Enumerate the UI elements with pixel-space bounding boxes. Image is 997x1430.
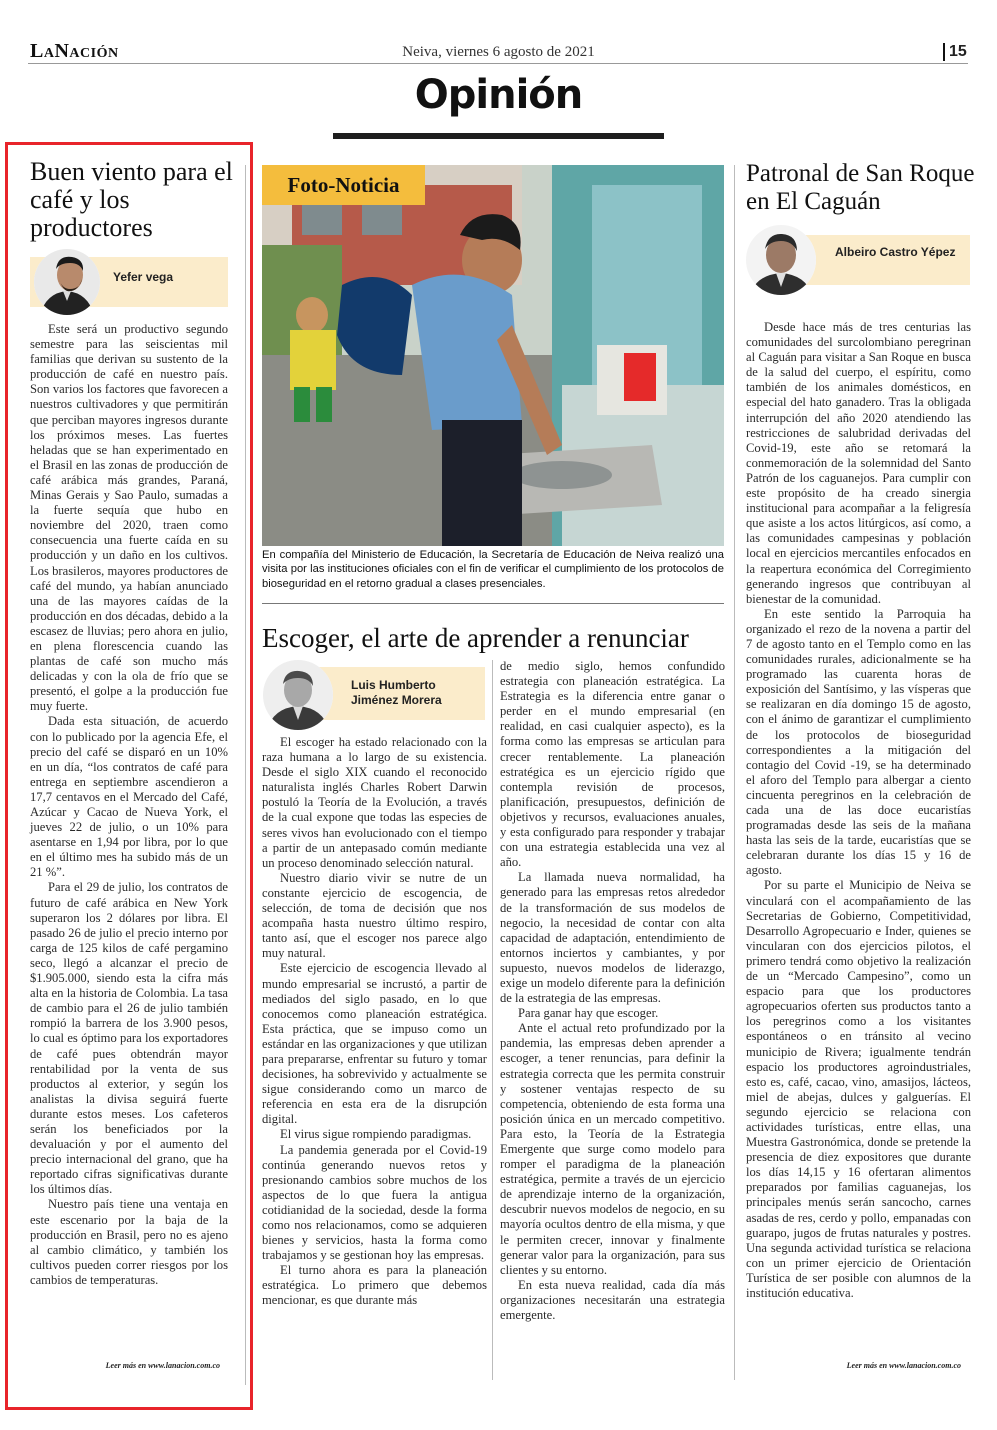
photo-caption: En compañía del Ministerio de Educación, la Secretaría de Educación de Neiva realizó una visita por las instituciones oficiales con el fin de verificar el cumplimiento de los protocolos de bioseguridad en el retorno gradual a clases presenciales. [262, 549, 724, 590]
article2-paragraph: El escoger ha estado relacionado con la raza humana a lo largo de su existencia. Desde el siglo XIX cuando el reconocido naturalista inglés Charles Robert Darwin postuló la Teoría de la Evolución, a través de la cual expone que todas las especies de seres vivos han evolucionado con el tiempo a partir de un antepasado común mediante un proceso denominado selección natural. [262, 735, 487, 870]
article2-author-avatar [263, 660, 333, 730]
article2-paragraph: Ante el actual reto profundizado por la pandemia, las empresas deben aprender a escoger, a tener renuncias, para definir la estrategia correcta que les permita construir y sostener ventajas respecto de su competencia, obteniendo de esta forma una posición única en un mercado competitivo. Para esto, la Teoría de la Estrategia Emergente que surge como modelo para romper el paradigma de la planeación estratégica, permite a través de un ejercicio de aprendizaje interno de la organización, descubrir nuevos modelos de negocio, en su mayoría ocultos dentro de ella misma, y que le permiten crecer, innovar y finalmente generar valor para la organización, para sus clientes y su entorno. [500, 1021, 725, 1277]
page-number: 15 [943, 43, 967, 61]
article2-paragraph: La llamada nueva normalidad, ha generado para las empresas retos alrededor de la transformación de sus modelos de negocio, la necesidad de contar con alta capacidad de adaptación, entendimiento de entornos inciertos y cambiantes, y por supuesto, nuevos modelos de liderazgo, exige un modelo diferente para la definición de la estrategia de las empresas. [500, 870, 725, 1006]
article3-paragraph: Por su parte el Municipio de Neiva se vinculará con el acompañamiento de las Secretarias de Gobierno, Competitividad, Desarrollo Agropecuario e Inder, quienes se vincularan con dos ejercicios pilotos, el primero tendrá como objetivo la realización de un “Mercado Campesino”, como un espacio para que los productores agropecuarios oferten sus productos tanto a los peregrinos como a los visitantes espontáneos o en tránsito al vecino municipio de Rivera; igualmente tendrán espacio los productores agroindustriales, esto es, café, cacao, vino, amasijos, lácteos, miel de abejas, dulces y galguerías. El segundo ejercicio se relaciona con actividades turísticas, entre ellas, una Muestra Gastronómica, donde se pretende la presencia de diez expositores que durante los días 14,15 y 16 ofertaran alimentos preparados por familias caguanejas, los principales menús serán sancocho, carnes asadas de res, cerdo y pollo, empanadas con guarapo, jugos de frutas naturales y postres. Una segunda actividad turística se relaciona con un primer ejercicio de Orientación Turística de ser posible con alumnos de la institución educativa. [746, 878, 971, 1300]
article2-paragraph: El virus sigue rompiendo paradigmas. [280, 1127, 472, 1142]
article1-title: Buen viento para el café y los productores [30, 157, 233, 242]
issue-date: Neiva, viernes 6 agosto de 2021 [402, 44, 595, 60]
article2-paragraph: Este ejercicio de escogencia llevado al mundo empresarial se incrustó, a partir de mediados del siglo pasado, en lo que conocemos como planeación estratégica. Esta práctica, que se impuso como un estándar en las organizaciones y que utilizan para prepararse, enfrentar su futuro y tomar decisiones, ha sobrevivido y actualmente se sigue considerando como un marco de referencia en esta era de la disrupción digital. [262, 961, 487, 1127]
article3-body [746, 320, 971, 1301]
article3-author-name: Albeiro Castro Yépez [835, 245, 956, 259]
article3-paragraph: En este sentido la Parroquia ha organizado el rezo de la novena a partir del 7 de agosto tanto en el Templo como en las comunidades rurales, adicionalmente se ha programado las cuarenta horas de exposición del Santísimo, y las vísperas que se realizaran en día domingo 15 de agosto, con el ánimo de garantizar el cumplimiento de los protocolos de bioseguridad correspondientes a la mitigación del contagio del Covid -19, se ha determinado el aforo del Templo para albergar a ciento cincuenta peregrinos en la celebración de cada una de las doce eucaristías programadas desde las seis de la mañana hasta las seis de la tarde, eucaristías que se celebraran durante los días 15 y 16 de agosto. [746, 606, 971, 878]
article1-paragraph: Dada esta situación, de acuerdo con lo publicado por la agencia Efe, el precio del café se disparó en un 10% en un día, “los contratos de café para entrega en septiembre ascendieron a 17,7 centavos en el Mercado del Café, Azúcar y Cacao de Nueva York, el jueves 22 de julio, o un 10% para asentarse en 1,94 por libra, por lo que en el último mes ha subido más de un 21 %”. [30, 714, 228, 880]
article2-paragraph: Para ganar hay que escoger. [518, 1006, 659, 1021]
logo-name: Nación [54, 40, 119, 62]
article2-title: Escoger, el arte de aprender a renunciar [262, 623, 689, 653]
column-divider [492, 660, 493, 1380]
article1-read-more: Leer más en www.lanacion.com.co [105, 1361, 220, 1370]
article2-paragraph: La pandemia generada por el Covid-19 continúa generando nuevos retos y presionando cambios sobre muchos de los aspectos de lo que fuera la antigua cotidianidad de la sociedad, desde la forma como nos relacionamos, como se adquieren bienes y servicios, hasta la forma como trabajamos y se gestionan hoy las empresas. [262, 1142, 487, 1263]
article2-author-name: Luis Humberto Jiménez Morera [351, 678, 442, 707]
logo-prefix: La [30, 40, 55, 62]
article2-paragraph: Nuestro diario vivir se nutre de un constante ejercicio de escogencia, de selección, de toma de decisión que nos acompaña hasta nuestro último respiro, tanto así, que el escoger nos parece algo muy natural. [262, 870, 487, 961]
article2-paragraph: de medio siglo, hemos confundido estrategia con planeación estratégica. La Estrategia es la diferencia entre ganar o perder en el mundo empresarial (en realidad, en casi cualquier aspecto), es la forma como las empresas se articulan para crecer rentablemente. La planeación estratégica es un ejercicio rígido que contempla revisión de procesos, planificación, presupuestos, definición de objetivos y recursos, evaluaciones anuales, y esta configurado para responder y trabajar con una estrategia establecida una vez al año. [500, 659, 725, 870]
article3-author-avatar [746, 225, 816, 295]
photo-news-label: Foto-Noticia [262, 165, 425, 205]
section-title: Opinión [414, 72, 583, 118]
column-divider [734, 165, 735, 1380]
article2-column-2 [500, 659, 725, 1323]
column-divider [245, 165, 246, 1385]
article3-read-more: Leer más en www.lanacion.com.co [846, 1361, 961, 1370]
article1-author-name: Yefer vega [113, 270, 174, 284]
news-photo [262, 165, 724, 546]
article2-paragraph: En esta nueva realidad, cada día más organizaciones necesitarán una estrategia emergente. [500, 1277, 725, 1323]
caption-rule [262, 603, 724, 604]
article2-column-1 [262, 735, 487, 1309]
article1-body [30, 322, 228, 1288]
header-rule [28, 63, 968, 64]
article1-author-avatar [34, 249, 100, 315]
article3-paragraph: Desde hace más de tres centurias las comunidades del surcolombiano peregrinan al Caguán para visitar a San Roque en busca de la salud del cuerpo, el espíritu, como también de los animales domésticos, en especial del hato ganadero. Tras la obligada interrupción del año 2020 atendiendo las restricciones de salubridad derivadas del Covid-19, este año se retomará la conmemoración de la solemnidad del Santo Patrón de los caguanejos. Para cumplir con este propósito de ha creado sinergia institucional para acompañar a la feligresía que asiste a los actos litúrgicos, así como, a las comunidades campesinas y población local en ejercicios mercantiles enfocados en la reapertura económica del Corregimiento generando ingresos que contribuyan al bienestar de la comunidad. [746, 320, 971, 606]
article1-paragraph: Para el 29 de julio, los contratos de futuro de café arábica en New York superaron los 2 dólares por libra. El pasado 26 de julio el precio interno por carga de 125 kilos de café pergamino seco, llegó a alcanzar el precio de $1.905.000, siendo esta la cifra más alta en la historia de Colombia. La tasa de cambio para el 26 de julio también rompió la barrera de los 3.900 pesos, lo cual es óptimo para los exportadores de café pues obtendrán mayor rentabilidad por la venta de sus productos al exterior, y según los analistas la divisa seguirá fuerte durante estos meses. Los cafeteros serán los beneficiados por la devaluación y por el aumento del precio internacional del grano, que ha reportado cifras significativas durante los últimos días. [30, 880, 228, 1197]
article1-paragraph: Nuestro país tiene una ventaja en este escenario por la baja de la producción en Brasil, pero no es ajeno al cambio climático, y también los cultivos pueden correr riesgos por los cambios de temperaturas. [30, 1197, 228, 1287]
section-underline [333, 133, 664, 139]
article2-paragraph: El turno ahora es para la planeación estratégica. Lo primero que debemos mencionar, es que durante más [262, 1263, 487, 1308]
article3-title: Patronal de San Roque en El Caguán [746, 160, 975, 215]
article1-paragraph: Este será un productivo segundo semestre para las seiscientas mil familias que derivan su sustento de la producción de café en nuestro país. Son varios los factores que favorecen a nuestros cultivadores y que permitirán que perciban mayores ingresos durante los próximos meses. Las fuertes heladas que se han experimentado en el Brasil en las zonas de producción de café arábica más grandes, Paraná, Minas Gerais y Sao Paulo, sumadas a la fuerte sequía que hubo en noviembre del 2020, traen como consecuencia una fuerte caída en su producción y un daño en los cultivos. Los brasileros, mayores productores de café del mundo, ya habían anunciado una de las mayores caídas de la producción en dos décadas, debido a la escasez de lluvias; pero ahora en julio, en plena florescencia cuando las plantas de café son mucho más delicadas y con la ola de frío que se presentó, el golpe a la producción fue muy fuerte. [30, 322, 228, 714]
